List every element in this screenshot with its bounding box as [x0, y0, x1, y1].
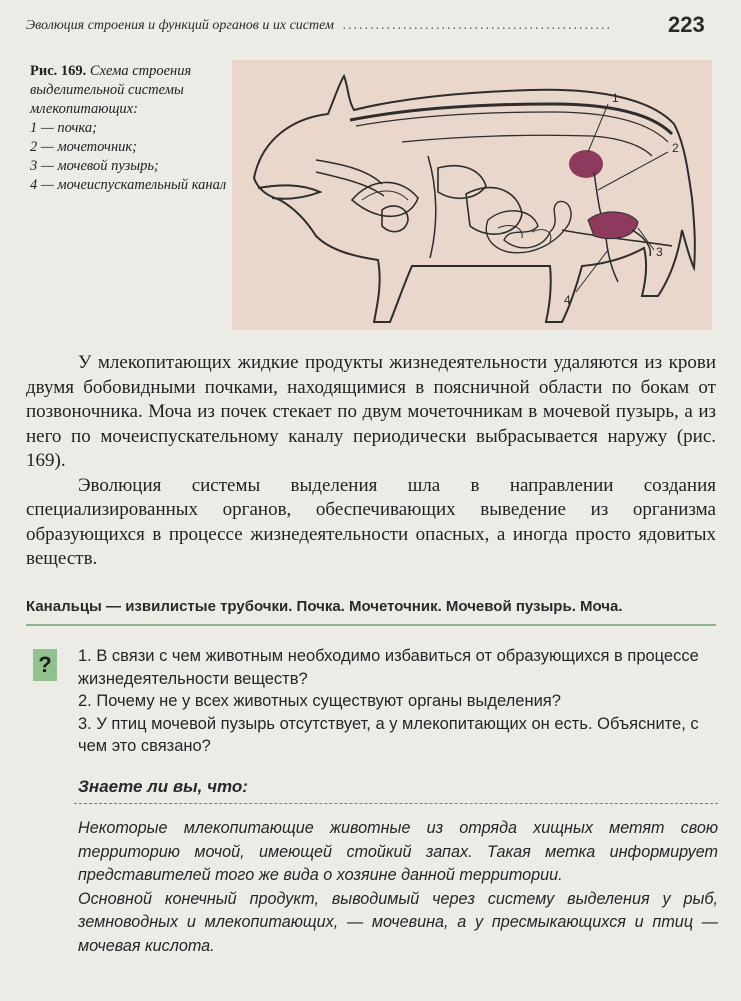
paragraph: Эволюция системы выделения шла в направлении создания специализированных органов, обеспечивающих выведение из организма образующихся в процессе жизнедеятельности опасных, а иногда просто ядовитых веществ.	[26, 474, 716, 569]
callout-label-3: 3	[656, 245, 663, 259]
leader-dots: .................................................	[337, 18, 613, 33]
body-text	[26, 351, 716, 572]
question-mark-icon: ?	[33, 649, 57, 681]
page-number: 223	[668, 12, 705, 37]
section-divider	[26, 624, 716, 626]
legend-item: 1 — почка;	[30, 120, 97, 136]
figure-caption	[30, 62, 230, 195]
running-title: Эволюция строения и функций органов и их систем	[26, 18, 334, 33]
callout-label-1: 1	[612, 91, 619, 105]
callout-label-2: 2	[672, 141, 679, 155]
lungs	[352, 182, 418, 216]
legend-item: 4 — мочеиспускательный канал	[30, 177, 227, 193]
legend-item: 2 — мочеточник;	[30, 139, 138, 155]
excretory-system-figure	[232, 60, 712, 330]
callout-line-2	[598, 152, 668, 190]
figure-label: Рис. 169.	[30, 63, 87, 79]
fact-paragraph: Некоторые млекопитающие животные из отряда хищных метят свою территорию мочой, имеющей стойкий запах. Такая метка информирует представителей того же вида о хозяине данной территории.	[78, 819, 718, 884]
kidney	[569, 150, 603, 178]
aorta	[402, 135, 652, 156]
legend-item: 3 — мочевой пузырь;	[30, 158, 159, 174]
did-you-know-text	[78, 817, 718, 958]
paragraph: У млекопитающих жидкие продукты жизнедеятельности удаляются из крови двумя бобовидными почками, находящимися в поясничной области по бокам от позвоночника. Моча из почек стекает по двум мочеточникам в мочевой пузырь, а из него по мочеиспускательному каналу периодически выбрасывается наружу (рис. 169).	[26, 352, 716, 471]
review-questions	[78, 645, 718, 758]
mammal-anatomy-diagram	[232, 60, 712, 330]
callout-line-1	[588, 104, 608, 152]
question-item: 2. Почему не у всех животных существуют органы выделения?	[78, 692, 561, 710]
running-head	[26, 18, 656, 34]
figure-legend	[30, 119, 230, 195]
callout-label-4: 4	[564, 293, 571, 307]
question-item: 1. В связи с чем животным необходимо избавиться от образующихся в процессе жизнедеятельности веществ?	[78, 647, 699, 688]
mouth	[258, 185, 320, 198]
fact-paragraph: Основной конечный продукт, выводимый через систему выделения у рыб, земноводных и млекопитающих, — мочевина, а у пресмыкающихся и птиц — мочевая кислота.	[78, 889, 718, 955]
did-you-know-divider	[74, 803, 718, 804]
bladder	[588, 212, 638, 239]
diaphragm	[428, 156, 436, 258]
liver	[438, 166, 486, 199]
figure-caption-text: Схема строения выделительной системы млекопитающих:	[30, 63, 192, 117]
callout-line-3	[638, 228, 654, 250]
heart	[382, 206, 408, 232]
question-item: 3. У птиц мочевой пузырь отсутствует, а у млекопитающих он есть. Объясните, с чем это связано?	[78, 714, 699, 755]
did-you-know-title: Знаете ли вы, что:	[78, 777, 248, 796]
key-terms: Канальцы — извилистые трубочки. Почка. Мочеточник. Мочевой пузырь. Моча.	[26, 598, 623, 615]
